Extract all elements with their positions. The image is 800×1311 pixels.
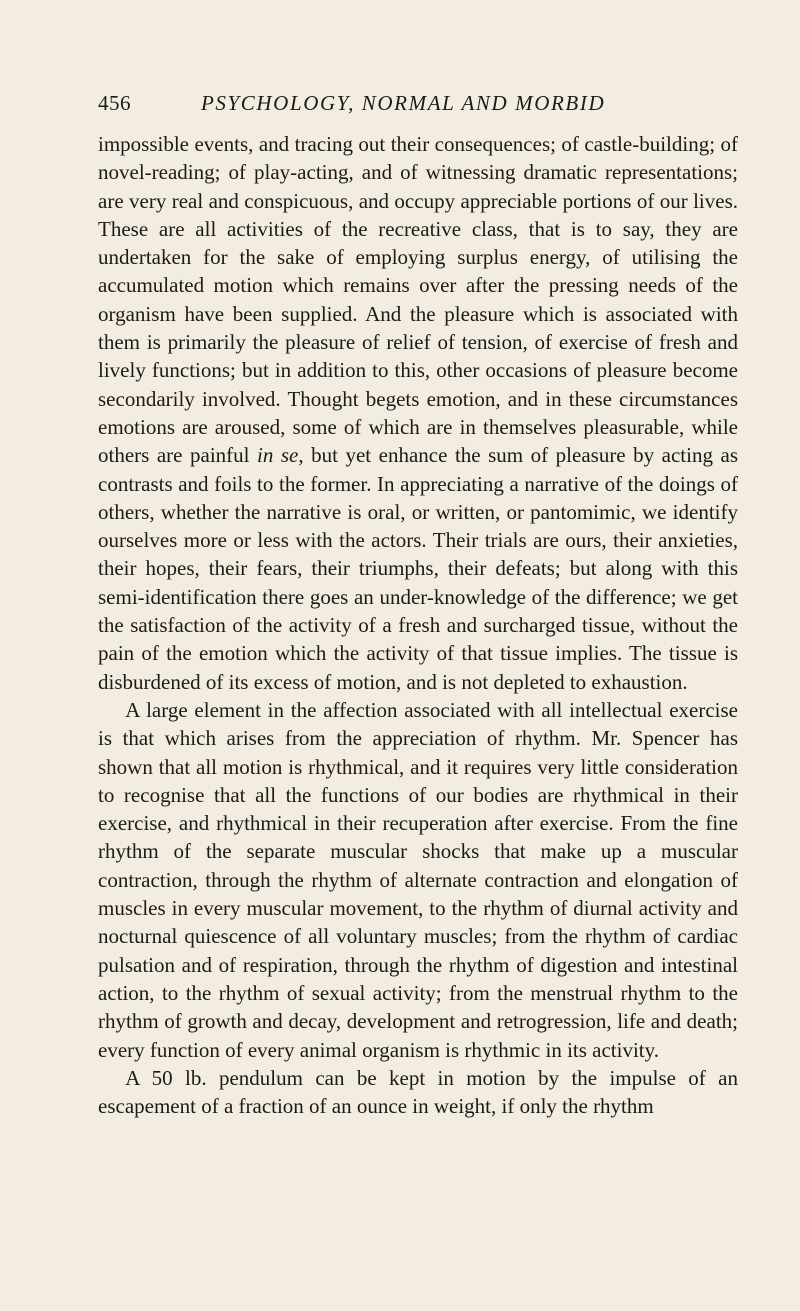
- running-title: PSYCHOLOGY, NORMAL AND MORBID: [201, 91, 606, 115]
- running-head: [98, 88, 738, 118]
- body-text: [98, 130, 738, 1120]
- paragraph-text: , but yet enhance the sum of pleasure by acting as contrasts and foils to the former. In appreciating a narrative of the doings of others, whether the narrative is oral, or written, or pantomimic, we identify ourselves more or less with the actors. Their trials are ours, their anxieties, their hopes, their fears, their triumphs, their defeats; but along with this semi-identification there goes an under-knowledge of the difference; we get the satisfaction of the activity of a fresh and surcharged tissue, without the pain of the emotion which the activity of that tissue implies. The tissue is disburdened of its excess of motion, and is not depleted to exhaustion.: [98, 443, 738, 694]
- italic-phrase: in se: [257, 443, 299, 468]
- paragraph-rhythm: A large element in the affection associated with all intellectual exercise is that which arises from the appreciation of rhythm. Mr. Spencer has shown that all motion is rhythmical, and it requires very little consideration to recognise that all the functions of our bodies are rhythmical in their exercise, and rhythmical in their recuperation after exercise. From the fine rhythm of the separate muscular shocks that make up a muscular contraction, through the rhythm of alternate contraction and elongation of muscles in every muscular movement, to the rhythm of diurnal activity and nocturnal quiescence of all voluntary muscles; from the rhythm of cardiac pulsation and of respiration, through the rhythm of digestion and intestinal action, to the rhythm of sexual activity; from the menstrual rhythm to the rhythm of growth and decay, development and retrogression, life and death; every function of every animal organism is rhythmic in its activity.: [98, 697, 738, 1062]
- paragraph-continued: [98, 130, 738, 696]
- paragraph-text: impossible events, and tracing out their consequences; of castle-building; of novel-reading; of play-acting, and of witnessing dramatic representations; are very real and conspicuous, and occupy appreciable portions of our lives. These are all activities of the recreative class, that is to say, they are undertaken for the sake of employing surplus energy, of utilising the accumulated motion which remains over after the pressing needs of the organism have been supplied. And the pleasure which is associated with them is primarily the pleasure of relief of tension, of exercise of fresh and lively functions; but in addition to this, other occasions of pleasure become secondarily involved. Thought begets emotion, and in these circumstances emotions are aroused, some of which are in themselves pleasurable, while others are painful: [98, 132, 738, 468]
- page-number: 456: [98, 91, 131, 115]
- paragraph-pendulum: A 50 lb. pendulum can be kept in motion by the impulse of an escapement of a fraction of an ounce in weight, if only the rhythm: [98, 1065, 738, 1119]
